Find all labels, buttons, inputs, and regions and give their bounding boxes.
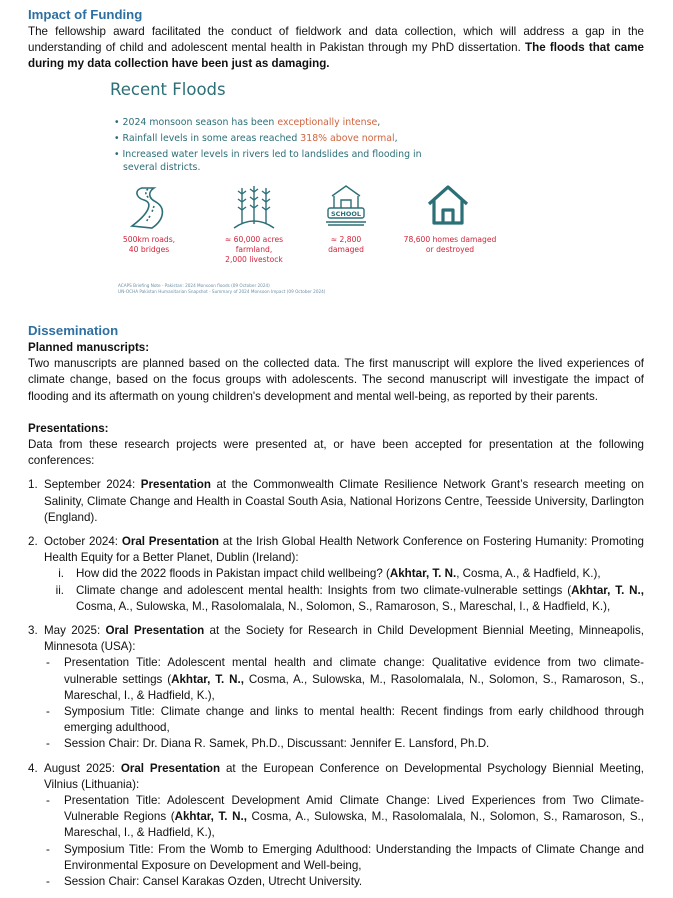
infographic-bullets <box>114 115 422 176</box>
dissemination-section <box>28 322 644 890</box>
manuscripts-label: Planned manuscripts: <box>28 341 150 354</box>
sub-item: ii. Climate change and adolescent mental health: Insights from two climate-vulnerable settings (Akhtar, T. N., Cosma, A., Sulowska, M., Rasolomalala, N., Solomon, S., Ramaroson, S., Mareschal, I., & Hadfield, K.), <box>55 583 644 613</box>
impact-paragraph: The fellowship award facilitated the conduct of fieldwork and data collection, which will address a gap in the understanding of child and adolescent mental health in Pakistan through my PhD dissertation. The floods that came during my data collection have been just as damaging. <box>28 25 644 71</box>
list-item: 2. October 2024: Oral Presentation at the Irish Global Health Network Conference on Fostering Humanity: Promoting Health Equity for a Better Planet, Dublin (Ireland): <box>28 535 644 565</box>
sub-item: - Presentation Title: Adolescent mental health and climate change: Qualitative evidence from two climate-vulnerable settings (Akhtar, T. N., Cosma, A., Sulowska, M., Rasolomalala, N., Solomon, S., Ramaroson, S., Mareschal, I., & Hadfield, K.), <box>46 656 644 702</box>
bullet-item: • 2024 monsoon season has been exceptionally intense, <box>114 117 381 128</box>
sub-item: - Symposium Title: From the Womb to Emerging Adulthood: Understanding the Impacts of Climate Change and Environmental Exposure on Development and Well-being, <box>46 842 644 872</box>
infographic-sources: ACAPS Briefing Note - Pakistan: 2024 Monsoon floods (09 October 2024) UN-OCHA Pakistan Humanitarian Snapshot - Summary of 2024 Monsoon Impact (09 October 2024) <box>118 283 326 294</box>
manuscripts-paragraph: Two manuscripts are planned based on the collected data. The first manuscript will explore the lived experiences of climate change, based on the focus groups with adolescents. The second manuscript will investigate the impact of flooding and its aftermath on young children's development and mental well-being, as reported by their parents. <box>28 357 644 403</box>
sub-item: - Session Chair: Dr. Diana R. Samek, Ph.D., Discussant: Jennifer E. Lansford, Ph.D. <box>46 737 490 751</box>
sub-item: - Session Chair: Cansel Karakas Ozden, Utrecht University. <box>46 875 363 889</box>
stat-schools: ≈ 2,800 damaged <box>328 235 364 254</box>
presentations-intro: Data from these research projects were presented at, or have been accepted for presentation at the following conferences: <box>28 438 644 468</box>
stat-farmland: ≈ 60,000 acres farmland, 2,000 livestock <box>224 235 284 264</box>
presentations-label: Presentations: <box>28 421 109 435</box>
infographic-title: Recent Floods <box>110 80 226 99</box>
road-icon <box>130 186 170 230</box>
list-item: 1. September 2024: Presentation at the Commonwealth Climate Resilience Network Grant’s research meeting on Salinity, Climate Change and Health in Coastal South Asia, National Horizons Centre, Teesside University, Darlington (England). <box>28 478 644 524</box>
bullet-item: • Increased water levels in rivers led to landslides and flooding in several districts. <box>114 149 422 173</box>
impact-heading: Impact of Funding <box>28 7 143 22</box>
presentations-list <box>28 477 644 890</box>
bullet-item: • Rainfall levels in some areas reached 318% above normal, <box>114 133 398 144</box>
crops-icon <box>232 184 276 230</box>
sub-item: - Presentation Title: Adolescent Development Amid Climate Change: Lived Experiences from Two Climate-Vulnerable Regions (Akhtar, T. N., Cosma, A., Sulowska, M., Rasolomalala, N., Solomon, S., Ramaroson, S., Mareschal, I., & Hadfield, K.), <box>46 794 645 840</box>
school-icon <box>324 182 368 226</box>
house-icon <box>426 184 470 226</box>
document-page <box>28 6 644 73</box>
stat-roads: 500km roads, 40 bridges <box>122 235 176 254</box>
stat-homes: 78,600 homes damaged or destroyed <box>403 235 497 254</box>
sub-item: i. How did the 2022 floods in Pakistan impact child wellbeing? (Akhtar, T. N., Cosma, A., & Hadfield, K.), <box>58 567 601 581</box>
sub-item: - Symposium Title: Climate change and links to mental health: Recent findings from early childhood through emerging adulthood, <box>46 705 644 735</box>
svg-text:SCHOOL: SCHOOL <box>330 210 362 218</box>
recent-floods-infographic <box>110 80 510 300</box>
dissemination-heading: Dissemination <box>28 323 119 338</box>
list-item: 3. May 2025: Oral Presentation at the Society for Research in Child Development Biennial Meeting, Minneapolis, Minnesota (USA): <box>28 624 644 654</box>
list-item: 4. August 2025: Oral Presentation at the European Conference on Developmental Psychology Biennial Meeting, Vilnius (Lithuania): <box>28 761 644 791</box>
